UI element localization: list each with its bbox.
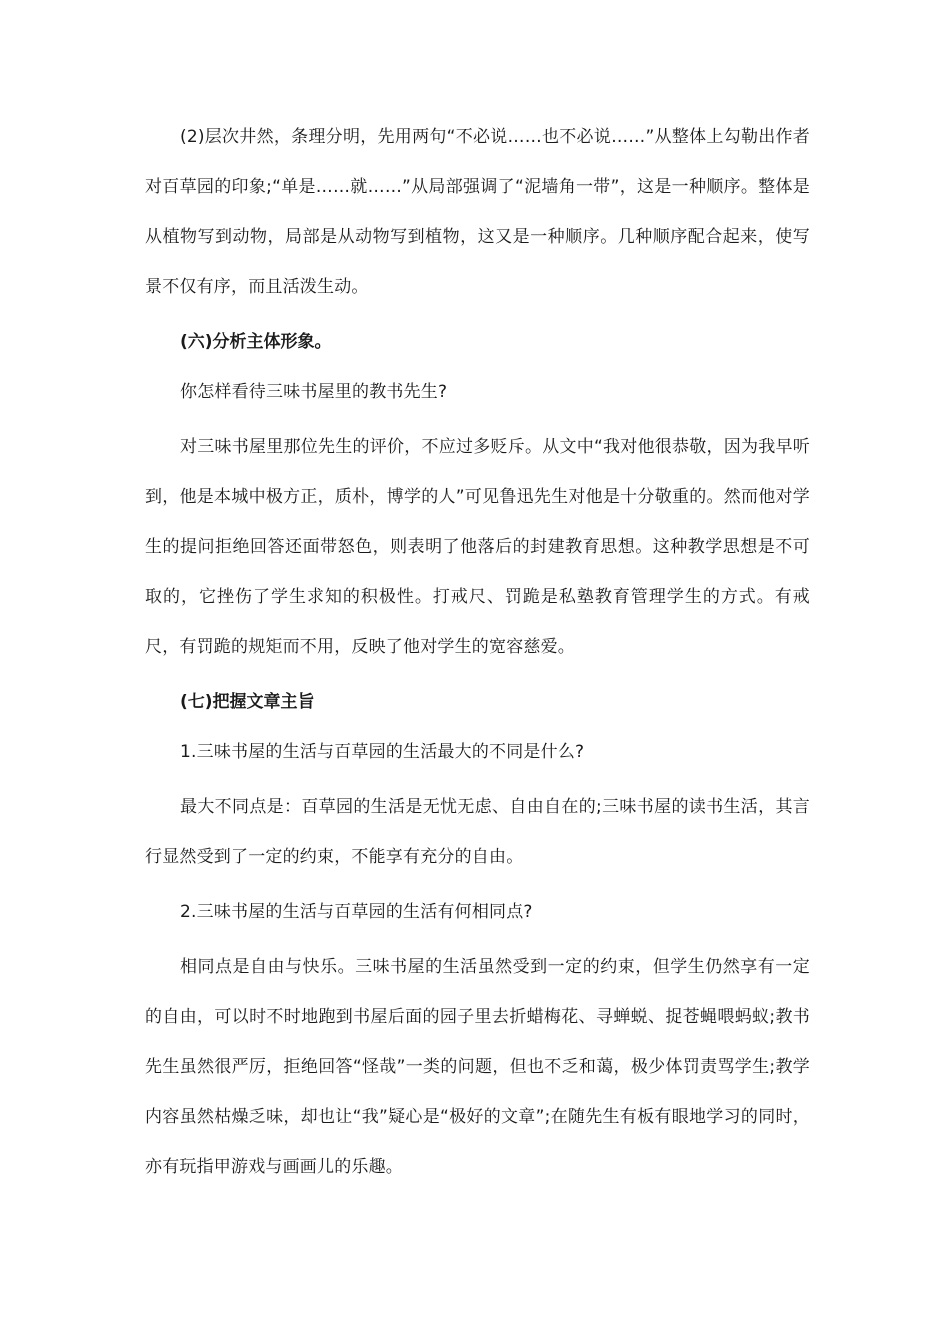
question-differences: 1.三味书屋的生活与百草园的生活最大的不同是什么?: [180, 742, 585, 762]
document-page: [145, 112, 810, 1192]
paragraph-structure-analysis: (2)层次井然，条理分明，先用两句“不必说……也不必说……”从整体上勾勒出作者对百草园的印象;“单是……就……”从局部强调了“泥墙角一带”，这是一种顺序。整体是从植物写到动物，局部是从动物写到植物，这又是一种顺序。几种顺序配合起来，使写景不仅有序，而且活泼生动。: [145, 127, 810, 297]
question-teacher-view: 你怎样看待三味书屋里的教书先生?: [180, 382, 448, 402]
answer-differences: 最大不同点是：百草园的生活是无忧无虑、自由自在的;三味书屋的读书生活，其言行显然受到了一定的约束，不能享有充分的自由。: [145, 797, 810, 867]
answer-similarities: 相同点是自由与快乐。三味书屋的生活虽然受到一定的约束，但学生仍然享有一定的自由，可以时不时地跑到书屋后面的园子里去折蜡梅花、寻蝉蜕、捉苍蝇喂蚂蚁;教书先生虽然很严厉，拒绝回答“怪哉”一类的问题，但也不乏和蔼，极少体罚责骂学生;教学内容虽然枯燥乏味，却也让“我”疑心是“极好的文章”;在随先生有板有眼地学习的同时，亦有玩指甲游戏与画画儿的乐趣。: [145, 957, 810, 1177]
section-heading-6: (六)分析主体形象。: [180, 332, 332, 352]
question-similarities: 2.三味书屋的生活与百草园的生活有何相同点?: [180, 902, 533, 922]
section-heading-7: (七)把握文章主旨: [180, 692, 315, 712]
answer-teacher-view: 对三味书屋里那位先生的评价，不应过多贬斥。从文中“我对他很恭敬，因为我早听到，他是本城中极方正，质朴，博学的人”可见鲁迅先生对他是十分敬重的。然而他对学生的提问拒绝回答还面带怒色，则表明了他落后的封建教育思想。这种教学思想是不可取的，它挫伤了学生求知的积极性。打戒尺、罚跪是私塾教育管理学生的方式。有戒尺，有罚跪的规矩而不用，反映了他对学生的宽容慈爱。: [145, 437, 810, 657]
